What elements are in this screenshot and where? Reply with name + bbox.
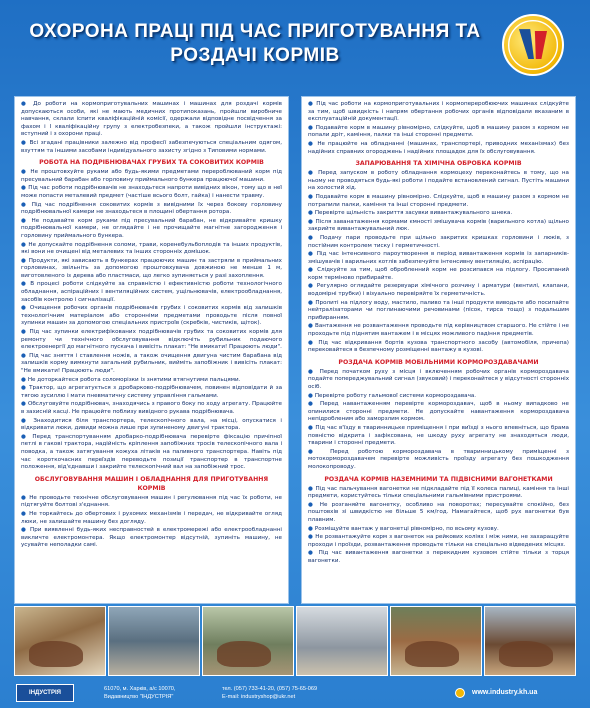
photo-cattle-feeding — [390, 606, 482, 676]
list-item-text: Очищення робочих органів подрібнювачів грубих і соковитих кормів від залишків технологічним матеріалом або сторонніми предметами проводьте після повної зупинки машин за допомогою спеціальних пристроїв (скребків, чистиків, щіток). — [21, 305, 282, 327]
bullet-icon: ● — [308, 501, 320, 508]
photo-feed-mixer — [14, 606, 106, 676]
photo-feed-hall — [108, 606, 200, 676]
bullet-icon: ● — [21, 385, 30, 392]
list-item-text: Пролиті на підлогу воду, мастило, паливо та інші продукти виводьте або посипайте нейтралізаторами чи поглинаючими речовинами (пісок, тирса тощо) з подальшим прибиранням. — [308, 299, 569, 321]
list-item-text: Під час інтенсивного пароутворення в період вивантаження кормів із запарників-змішувачів і варильних котлів забезпечуйте інтенсивну вентиляцію, аспірацію. — [308, 251, 569, 265]
list-item — [21, 418, 282, 433]
list-item — [21, 353, 282, 376]
footer-address: 61070, м. Харків, а/с 10070, — [104, 686, 176, 692]
list-item — [308, 449, 569, 472]
paragraph-text: Подавайте корм в машину рівномірно, слідкуйте, щоб в машину разом з кормом не попали дріт, каміння, палки та інші сторонні предмети. — [308, 124, 569, 139]
section-heading: ОБСЛУГОВУВАННЯ МАШИН І ОБЛАДНАННЯ ДЛЯ ПРИГОТУВАННЯ КОРМІВ — [34, 475, 269, 492]
list-item — [308, 210, 569, 218]
bullet-icon: ● — [308, 339, 319, 346]
list-item-text: Вантаження не розвантаження проводьте під керівництвом старшого. Не стійте і не проходьте під піднятим вантажем і в місцях можливого падіння предметів. — [308, 323, 569, 338]
list-item — [21, 434, 282, 472]
photo-barn-feeding — [202, 606, 294, 676]
list-item-text: Регулярно оглядайте резервуари хімічного розчину і арматури (вентилі, клапани, водомірні трубки) і візуально перевіряйте їх герметичність. — [308, 283, 569, 298]
footer-address-block — [104, 685, 175, 701]
bullet-icon: ● — [21, 510, 30, 517]
bullet-icon: ● — [308, 251, 317, 258]
list-item — [308, 425, 569, 448]
bullet-icon: ● — [21, 201, 32, 208]
list-item-text: Під час подрібнення соковитих кормів з вивідними їх через бокову горловину подрібнювальної камери не знаходьтеся в площині обертання ротора. — [21, 201, 282, 216]
right-text-panel — [301, 96, 576, 604]
bullet-icon: ● — [308, 101, 317, 107]
list-item — [308, 300, 569, 323]
bullet-icon: ● — [308, 234, 320, 241]
page-title: ОХОРОНА ПРАЦІ ПІД ЧАС ПРИГОТУВАННЯ ТА РОЗДАЧІ КОРМІВ — [29, 21, 481, 66]
list-item-text: Під час роботи подрібнювачів не знаходьтеся напроти вивідних вікон, тому що в неї може попасти металевий предмет (частіше всього болт, гайка) і нанести травму. — [21, 185, 282, 199]
bullet-icon: ● — [308, 283, 317, 290]
list-item — [308, 267, 569, 282]
list-item-text: Перед транспортуванням дробарко-подрібнювача перевірте фіксацію причіпної петлі в гакові трактора, надійність кріплення запобіжних тросів телескопічного вала і поводка, а також затягування кожуха літаків на паливного транспортера. Навіть під час короткочасних переїздів переводьте позиції транспортер в транспортне положення, від'єднавши і закрийте телескопічний вал на запобіжний трос. — [21, 433, 282, 471]
list-item-text: Не допускайте подрібнення соломи, трави, коренебульбоплодів та інших продуктів, які вони не очищені від металевих та інших сторонніх домішок. — [21, 241, 282, 256]
bullet-icon: ● — [21, 433, 33, 440]
bullet-icon: ● — [21, 401, 28, 408]
list-item — [21, 527, 282, 550]
list-item-text: Під час вивантаження вагонетки з перекидним кузовом стійте тільки з торця вагонетки. — [308, 550, 569, 564]
list-item — [308, 194, 569, 209]
bullet-icon: ● — [21, 352, 30, 359]
list-item — [21, 305, 282, 328]
list-item-text: Не розганяйте вагонетку, особливо на поворотах; пересувайте спокійно, без поштовхів зі швидкістю не більше 5 км/год. Намагайтеся, щоб рух вагонетки був плавним. — [308, 501, 569, 523]
list-item — [308, 340, 569, 355]
footer-contacts-block — [222, 685, 317, 701]
list-item-text: Не проштовхуйте руками або будь-якими предметами перероблюваний корм під пресувальний барабан або горловину приймального бункера працюючої машини. — [21, 169, 282, 183]
intro-paragraph — [308, 125, 569, 140]
list-item — [21, 511, 282, 526]
bullet-icon: ● — [308, 525, 315, 532]
bullet-icon: ● — [308, 401, 320, 408]
footer-logo: ІНДУСТРІЯ — [16, 684, 74, 702]
bullet-icon: ● — [308, 448, 331, 455]
footer-website-link[interactable]: www.industry.kh.ua — [472, 689, 538, 696]
paragraph-text: Всі згадані працівники залежно від професії забезпечуються спеціальним одягом, взуттям та іншими засобами індивідуального захисту згідно з Типовими нормами. — [21, 139, 282, 154]
bullet-icon: ● — [308, 534, 316, 541]
list-item — [308, 502, 569, 525]
list-item — [308, 251, 569, 266]
bullet-icon: ● — [21, 101, 34, 107]
bullet-icon: ● — [21, 494, 30, 501]
footer — [0, 680, 590, 708]
list-item — [308, 486, 569, 501]
list-item-text: Не проводьте технічне обслуговування машин і регулювання під час їх роботи, не підтягуйте болтові з'єднання. — [21, 494, 282, 509]
list-item-text: Не розвантажуйте корм з вагонеток на рейкових коліях і між ними, не захаращуйте проходи і проїзди, розвантаження проводьте тільки на спеціально відведених місцях. — [308, 534, 569, 548]
list-item-text: Обслуговуйте подрібнювач, знаходячись з правого боку по ходу агрегату. Працюйте в захисній касці. Не працюйте поблизу вивідного рукава подрібнювача. — [21, 401, 282, 415]
section-heading: РОЗДАЧА КОРМІВ МОБІЛЬНИМИ КОРМОРОЗДАВАЧАМИ — [338, 358, 539, 366]
list-item-text: Перевірте роботу гальмової системи кормороздавача. — [314, 392, 477, 399]
left-text-panel — [14, 96, 289, 604]
bullet-icon: ● — [308, 124, 316, 131]
list-item-text: Під час зупинки електрифікованих подрібнювачів грубих та соковитих кормів для ремонту чи технічного обслуговування відключіть рубильник подаючого електроенергії до магнітного пускача і вивісіть плакат: "Не вмикати! Працюють люди". — [21, 329, 282, 351]
bullet-icon: ● — [308, 193, 316, 200]
bullet-icon: ● — [308, 140, 318, 147]
paragraph-text: До роботи на кормоприготувальних машинах і машинах для роздачі кормів допускаються особи, які не мають медичних протипоказань, пройшли виробниче навчання, склали іспити кваліфікаційній комісії, одержали відповідне посвідчення за фахом і І кваліфікаційну групу з електробезпеки, а також пройшли інструктажі: вступний і з охорони праці. — [21, 101, 282, 138]
list-item-text: Не торкайтесь до обертових і рухомих механізмів і передач, не відкривайте огляд люки, не залишайте машину без догляду. — [21, 510, 282, 525]
intro-paragraph — [308, 101, 569, 124]
list-item — [21, 377, 282, 385]
bullet-icon: ● — [21, 527, 31, 534]
list-item-text: Трактор, що агрегатується з дробарково-подрібнювачем, повинен відповідати й за тягою зусиллю і мати пневматичну систему управління гальмами. — [21, 385, 282, 399]
list-item-text: Під час пальчування вагонетки не підкладайте під її колеса палиці, каміння та інші предмети, користуйтесь тільки спеціальними гальмівними пристроями. — [308, 485, 569, 500]
bullet-icon: ● — [21, 139, 30, 146]
bullet-icon: ● — [308, 267, 318, 274]
section-heading: ЗАПАРЮВАННЯ ТА ХІМІЧНА ОБРОБКА КОРМІВ — [355, 160, 522, 168]
list-item — [308, 369, 569, 392]
section-heading: РОБОТА НА ПОДРІБНЮВАЧАХ ГРУБИХ ТА СОКОВИТИХ КОРМІВ — [39, 159, 264, 167]
paragraph-text: Під час роботи на кормоприготувальних і кормопереробюючих машинах слідкуйте за тим, щоб швидкість і напрям обертання робочих органів відповідали вказаним в експлуатаційній документації. — [308, 101, 569, 123]
list-item-text: В процесі роботи слідкуйте за справністю і ефективністю роботи технологічного обладнання, аспіраційних і вентиляційних систем, ущільнювачів, електрообладнання, засобів контролю і сигналізації. — [21, 281, 282, 303]
list-item — [308, 170, 569, 193]
list-item-text: Перед навантаженням перевірте кормороздавач, щоб в ньому випадково не опинилися сторонні предмети. Не допускайте навантаження кормороздавача непідробленим або заморзлим кормом. — [308, 401, 569, 423]
list-item — [21, 385, 282, 400]
emblem-icon — [504, 16, 562, 74]
photo-feed-equipment — [296, 606, 388, 676]
list-item — [21, 218, 282, 241]
list-item-text: Після заванатаження кормами ємності змішувача кормів (варильного котла) щільно закрийте вивантажувальний люк. — [308, 218, 569, 233]
bullet-icon: ● — [308, 299, 316, 306]
photo-cattle-stalls — [484, 606, 576, 676]
bullet-icon: ● — [21, 417, 34, 424]
bullet-icon: ● — [21, 217, 32, 224]
list-item-text: Розміщуйте вантаж у вагонетці рівномірно, по всьому кузову. — [314, 525, 499, 532]
footer-email[interactable]: E-mail: industryshop@ukr.net — [222, 694, 296, 700]
bullet-icon: ● — [308, 485, 316, 492]
list-item-text: Перед запуском в роботу обладнання кормоцеху переконайтесь в тому, що на ньому не проводяться будь-які роботи і подайте встановлений сигнал. Пустіть машини на холостий хід. — [308, 170, 569, 192]
list-item-text: Під час зняття і ставлення ножів, а також очищення двигуна чистим барабана від залишків корму вимкнути загальний рубильник, вийміть запобіжник і вивісіть плакат: "Не вмикати! Працюють люди". — [21, 352, 282, 374]
bullet-icon: ● — [308, 368, 320, 375]
bullet-icon: ● — [308, 210, 315, 217]
bullet-icon: ● — [21, 329, 30, 336]
bullet-icon: ● — [21, 305, 30, 312]
list-item — [308, 534, 569, 549]
list-item — [308, 393, 569, 401]
intro-paragraph — [308, 141, 569, 156]
intro-paragraph — [21, 101, 282, 139]
list-item-text: Перевірте щільність закриття засувки вивантажувального шнека. — [314, 210, 513, 217]
footer-phone: тел. (057) 733-41-20, (057) 75-65-069 — [222, 686, 318, 692]
list-item-text: Не доторкайтеся робота соломорізки із знятими втягнутими пальцями. — [27, 376, 241, 383]
list-item — [308, 323, 569, 338]
list-item — [21, 329, 282, 352]
bullet-icon: ● — [308, 392, 315, 399]
list-item — [21, 169, 282, 184]
publisher-logo-icon — [502, 14, 564, 76]
photo-strip — [14, 606, 576, 676]
bullet-icon: ● — [308, 424, 316, 431]
list-item — [21, 202, 282, 217]
bullet-icon: ● — [21, 185, 29, 192]
list-item — [308, 550, 569, 565]
list-item — [308, 219, 569, 234]
paragraph-text: Не працюйте на обладнанні (машинах, транспортері, приводних механізмах) без надійних справних огороджень і надійних площадок для їх обслуговування. — [308, 140, 569, 155]
footer-publisher: Видавництво "ІНДУСТРІЯ" — [104, 694, 174, 700]
list-item — [308, 401, 569, 424]
section-heading: РОЗДАЧА КОРМІВ НАЗЕМНИМИ ТА ПІДВІСНИМИ ВАГОНЕТКАМИ — [324, 475, 553, 483]
list-item — [21, 185, 282, 200]
bullet-icon: ● — [308, 170, 319, 177]
list-item-text: Слідкуйте за тим, щоб обробленний корм не розсипався на підлогу. Просипаний корм терміново прибирайте. — [308, 267, 569, 281]
list-item-text: При виявленні будь-яких несправностей в електромережі або електрообладнанні викличте електромонтера. Якщо електромонтер відсутній, зупиніть машину, не усувайте неполадки самі. — [21, 527, 282, 549]
intro-paragraph — [21, 140, 282, 155]
list-item-text: Перед роботою кормороздавача в тваринницькому приміщенні з мотокормороздавачем перевірте можливість проїзду агрегату без пошкодження молокопроводу. — [308, 448, 569, 470]
list-item — [21, 495, 282, 510]
list-item — [308, 235, 569, 250]
bullet-icon: ● — [308, 550, 319, 557]
bullet-icon: ● — [21, 281, 31, 288]
list-item — [21, 281, 282, 304]
list-item — [21, 258, 282, 281]
list-item — [308, 526, 569, 534]
list-item-text: Знаходитися біля транспортера, телескопічного вала, на місці, опускатися і відкривати люки, дивиди можна лише при зупиненому двигуні трактора. — [21, 417, 282, 432]
list-item-text: Продукти, які зависають в бункерах працюючих машин та застряли в приймальних горловинах, звільніть за допомогою проштовхувача довжиною не менше 1 м, виготовленого із дерева або пластмаси, що легко зупиняється у разі захоплення. — [21, 257, 282, 279]
list-item — [308, 283, 569, 298]
list-item-text: Подачу пари проводьте при щільно закритих кришках горловини і люків, з постійним контролем тиску і герметичності. — [308, 234, 569, 249]
list-item-text: Не подавайте корм руками під пресувальний барабан, не відкривайте кришку подрібнювальної камери, не оглядайте і не прочищайте магнітне загородження і горловину приймального бункера. — [21, 217, 282, 239]
list-item — [21, 401, 282, 416]
globe-icon — [455, 688, 465, 698]
bullet-icon: ● — [308, 218, 316, 225]
list-item-text: Подавайте корм в машину рівномірно. Слідкуйте, щоб в машину разом з кормом не потрапили палки, каміння та інші сторонні предмети. — [308, 193, 569, 208]
bullet-icon: ● — [21, 376, 28, 383]
list-item-text: Під час в'їзду в тваринницьке приміщення і при виїзді з нього впевніться, що брама повністю відкрита і зафіксована, не шкоду руху агрегату не знаходяться люди, тварини і сторонні предмети. — [308, 424, 569, 447]
list-item — [21, 242, 282, 257]
bullet-icon: ● — [21, 241, 29, 248]
bullet-icon: ● — [21, 257, 29, 264]
list-item-text: Під час відкривання бортів кузова транспортного засобу (автомобіля, причепа) перековайтеся в безпечному розміщенні вантажу в кузові. — [308, 339, 569, 354]
bullet-icon: ● — [21, 169, 31, 176]
bullet-icon: ● — [308, 323, 315, 330]
list-item-text: Перед початком руху з місця і включенням робочих органів кормороздавача подайте попереджувальний сигнал (звуковий) і переконайтеся у відсутності сторонніх осіб. — [308, 368, 569, 390]
